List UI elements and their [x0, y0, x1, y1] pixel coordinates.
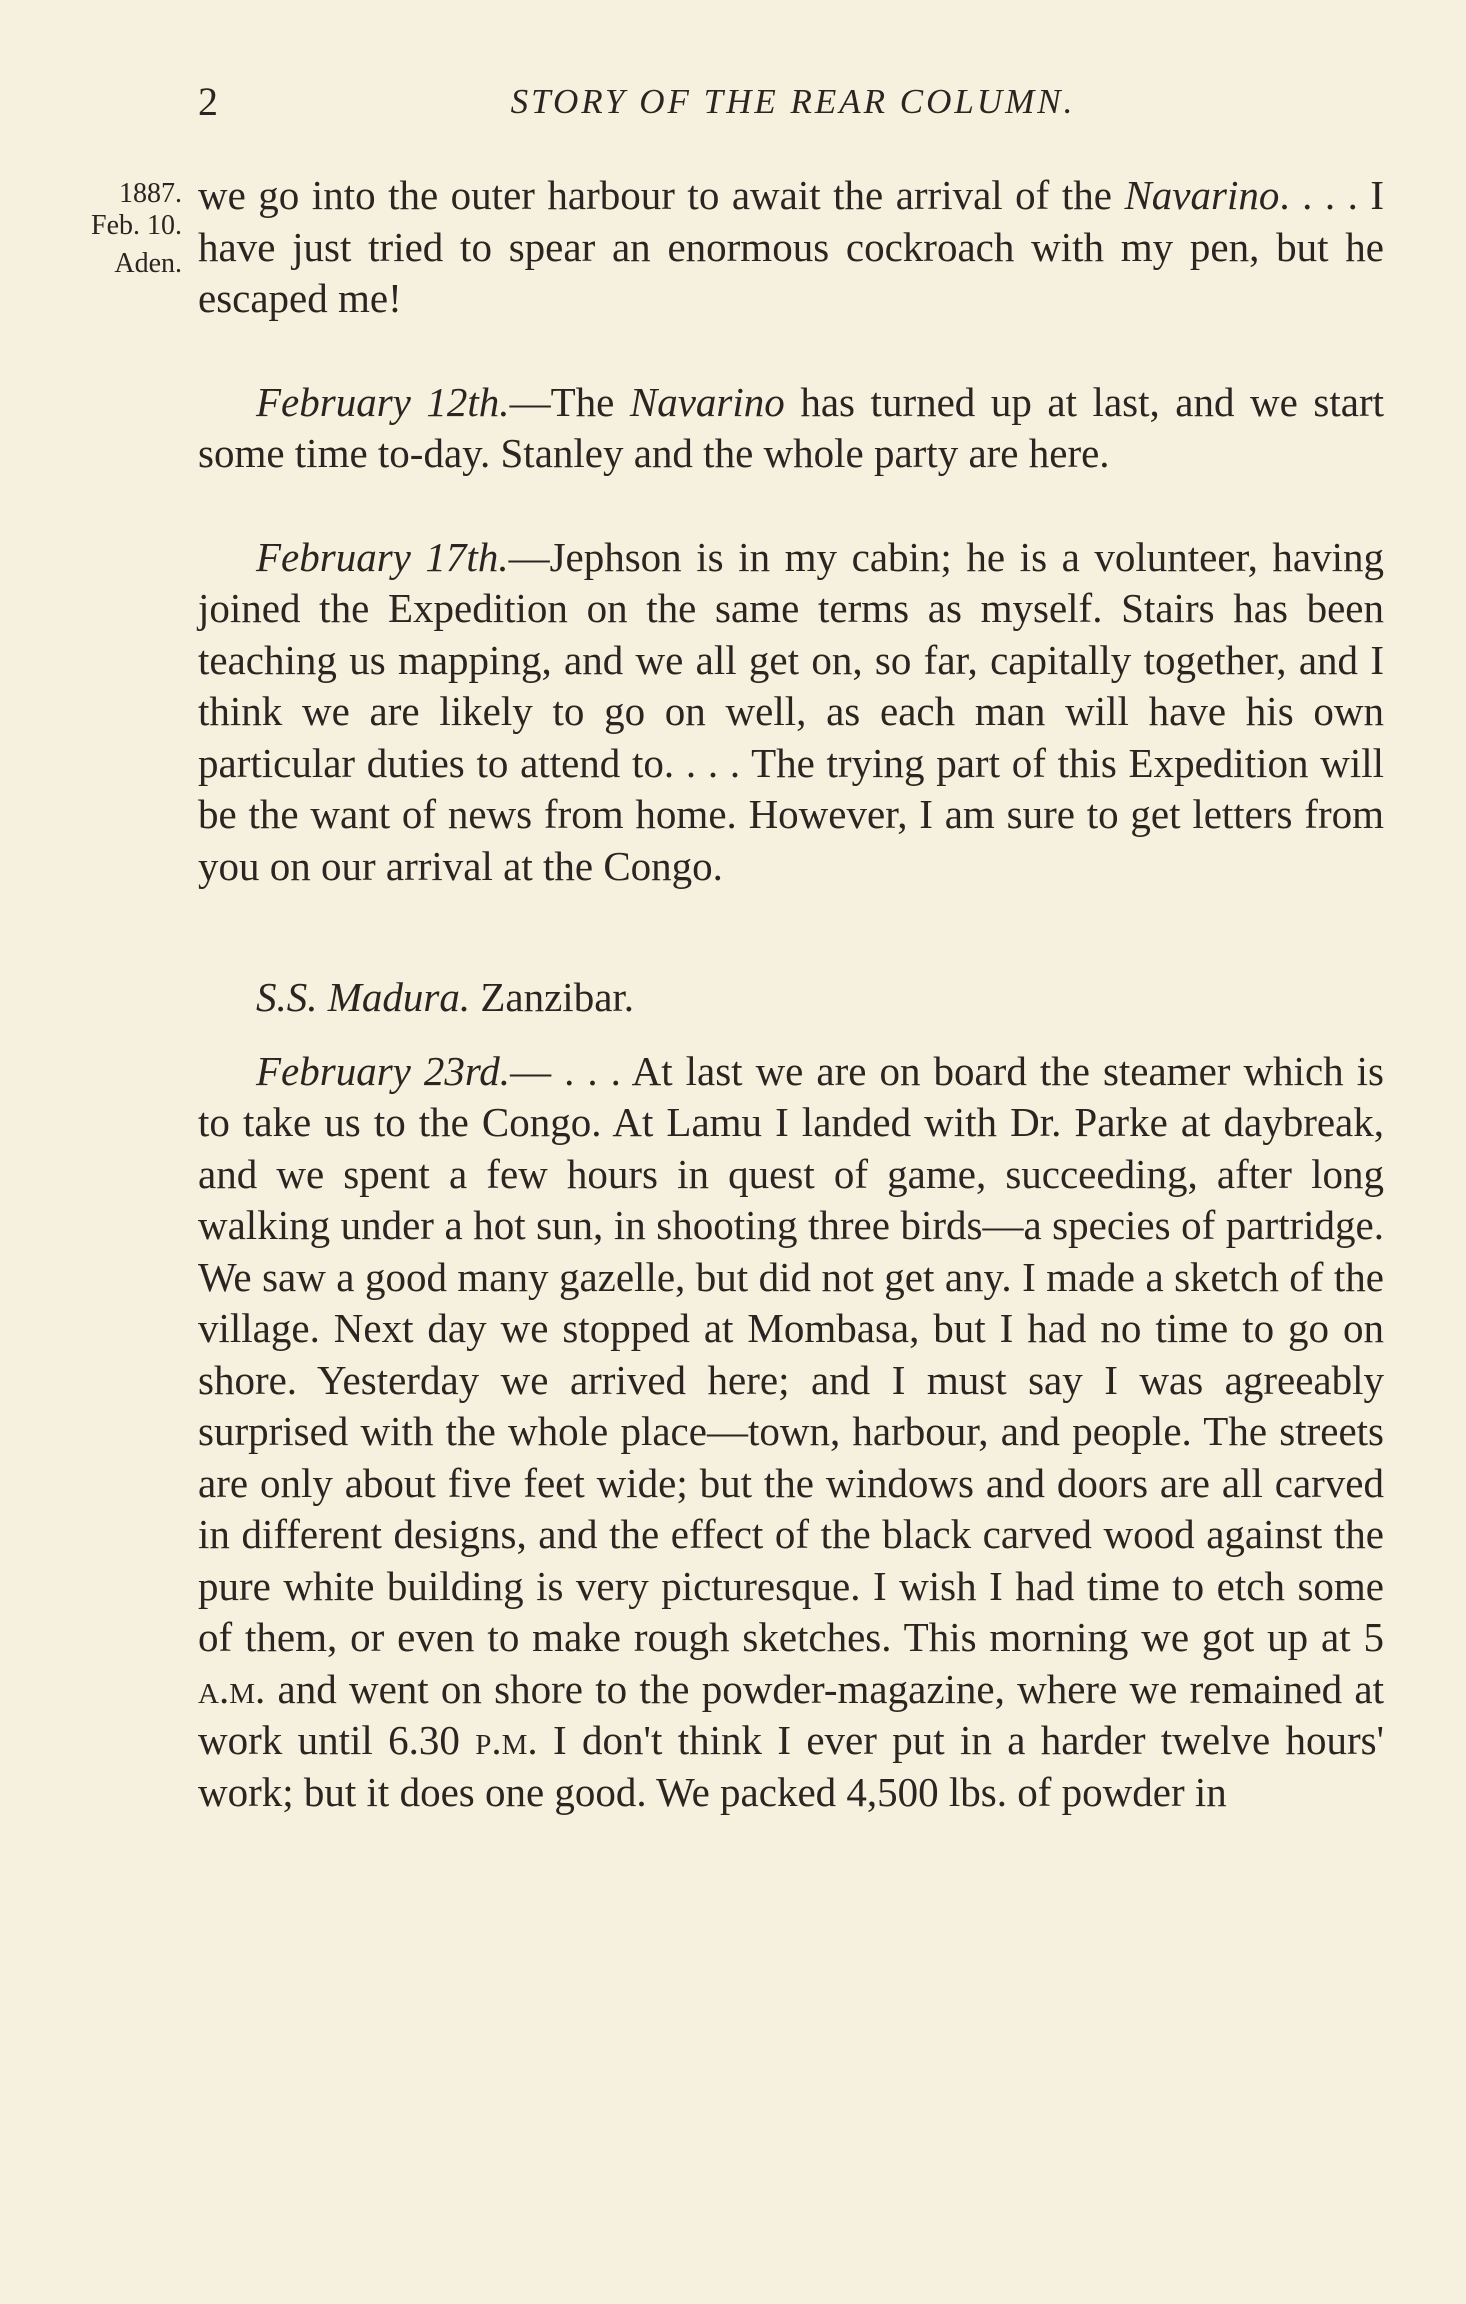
- paragraph-feb-12: February 12th.—The Navarino has turned up at last, and we start some time to-day. Stanley and the whole party are here.: [198, 378, 1385, 476]
- margin-note-date: Feb. 10.: [91, 210, 182, 241]
- running-title: STORY OF THE REAR COLUMN.: [510, 82, 1076, 121]
- ship-name: Navarino: [629, 378, 785, 425]
- paragraph-feb-17: February 17th.—Jephson is in my cabin; he is a volunteer, having joined the Expedition on the same terms as myself. Stairs has been teaching us mapping, and we all get on, so far, capitally together, and I think we are likely to go on well, as each man will have his own particular duties to attend to. . . . The trying part of this Expedition will be the want of news from home. However, I am sure to get letters from you on our arrival at the Congo.: [198, 533, 1384, 889]
- place-heading: Zanzibar.: [470, 974, 635, 1020]
- paragraph-continuation: we go into the outer harbour to await the arrival of the Navarino. . . . I have just tried to spear an enormous cockroach with my pen, but he escaped me!: [198, 172, 1385, 321]
- ship-heading: S.S. Madura.: [256, 974, 471, 1020]
- section-heading: [198, 972, 1384, 1024]
- entry-date: February 17th.: [256, 533, 509, 580]
- margin-note-year: 1887.: [119, 178, 182, 209]
- entry-date: February 12th.: [256, 378, 510, 425]
- paragraph-feb-23: February 23rd.— . . . At last we are on board the steamer which is to take us to the Congo. At Lamu I landed with Dr. Parke at daybreak, and we spent a few hours in quest of game, succeeding, after long walking under a hot sun, in shooting three birds—a species of partridge. We saw a good many gazelle, but did not get any. I made a sketch of the village. Next day we stopped at Mombasa, but I had no time to go on shore. Yesterday we arrived here; and I must say I was agreeably surprised with the whole place—town, harbour, and people. The streets are only about five feet wide; but the windows and doors are all carved in different designs, and the effect of the black carved wood against the pure white building is very picturesque. I wish I had time to etch some of them, or even to make rough sketches. This morning we got up at 5 a.m. and went on shore to the powder-magazine, where we remained at work until 6.30 p.m. I don't think I ever put in a harder twelve hours' work; but it does one good. We packed 4,500 lbs. of powder in: [198, 1047, 1384, 1815]
- body-text: [198, 170, 1384, 1818]
- margin-note: [40, 178, 182, 280]
- entry-date: February 23rd.: [256, 1047, 511, 1094]
- margin-note-place: Aden.: [114, 248, 182, 279]
- ship-name: Navarino: [1124, 172, 1280, 218]
- page-number: 2: [198, 79, 218, 124]
- page-header: [198, 78, 1388, 128]
